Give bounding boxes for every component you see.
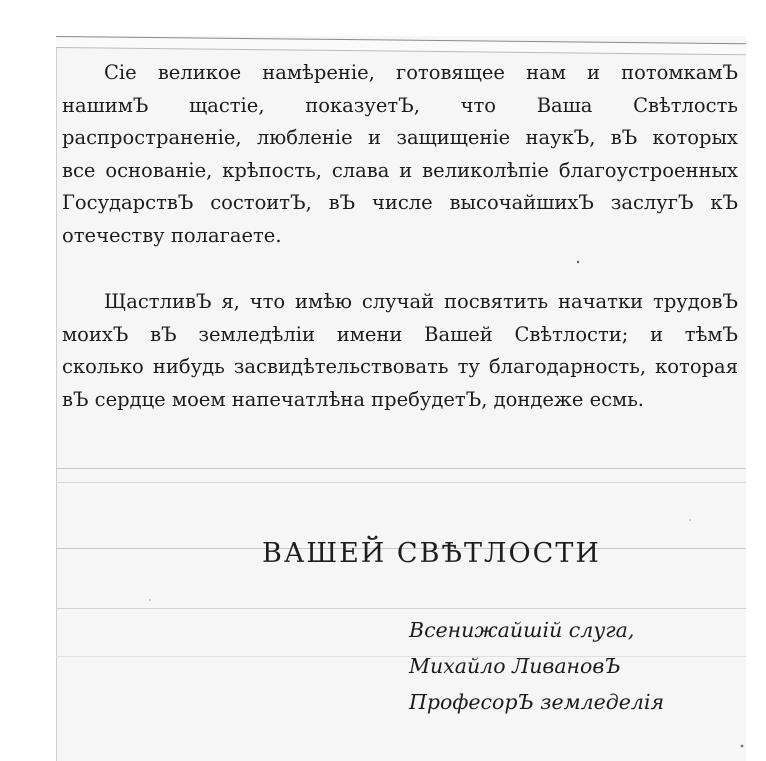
text-line: нашимЪ щастіе, показуетЪ, что Ваша Свѣтлость	[62, 93, 738, 117]
signature-line-name: Михайло ЛивановЪ	[409, 654, 621, 678]
text-line: все основаніе, крѣпость, слава и великолѣпіе благоустроенных	[62, 158, 738, 182]
signature-line-title: ПрофесорЪ земледелія	[409, 690, 665, 714]
text-line: моихЪ вЪ земледѣліи имени Вашей Свѣтлости; и тѣмЪ	[62, 322, 738, 346]
text-line: вЪ сердце моем напечатлѣна пребудетЪ, дондеже есмь.	[62, 387, 645, 411]
dedication-heading: ВАШЕЙ СВѢТЛОСТИ	[262, 538, 601, 569]
text-line: ГосударствЪ состоитЪ, вЪ числе высочайшихЪ заслугЪ кЪ	[62, 191, 738, 215]
text-line: сколько нибудь засвидѣтельствовать ту благодарность, которая	[62, 355, 738, 379]
text-line: распространеніе, любленіе и защищеніе наукЪ, вЪ которых	[62, 126, 738, 150]
text-line: Сіе великое намѣреніе, готовящее нам и потомкамЪ	[104, 61, 738, 84]
text-line: ЩастливЪ я, что имѣю случай посвятить начатки трудовЪ	[104, 290, 738, 313]
signature-line-servant: Всенижайшій слуга,	[409, 618, 635, 642]
text-line: отечеству полагаете.	[62, 223, 282, 247]
